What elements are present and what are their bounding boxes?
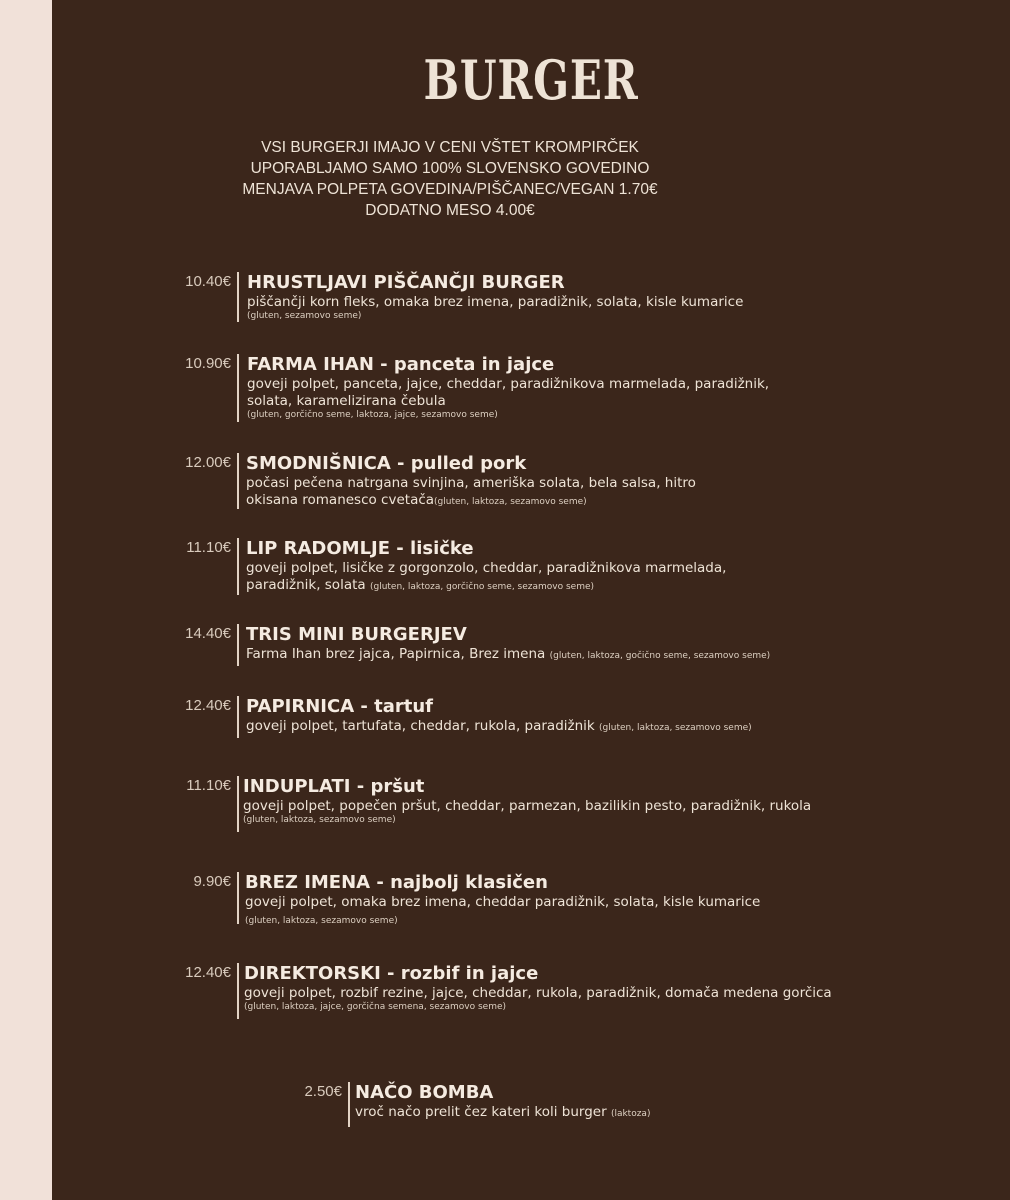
item-allergens: (gluten, laktoza, gočično seme, sezamovo seme) bbox=[549, 651, 771, 661]
item-text bbox=[247, 354, 807, 421]
item-description-block bbox=[246, 718, 866, 735]
item-divider bbox=[237, 696, 239, 738]
item-text bbox=[355, 1082, 775, 1121]
item-description: goveji polpet, panceta, jajce, cheddar, paradižnikova marmelada, paradižnik, solata, karamelizirana čebula bbox=[247, 376, 770, 409]
item-description-block bbox=[246, 475, 746, 509]
item-description: vroč načo prelit čez kateri koli burger bbox=[355, 1104, 607, 1120]
item-description: goveji polpet, lisičke z gorgonzolo, cheddar, paradižnikova marmelada, paradižnik, solata bbox=[246, 560, 727, 593]
item-text bbox=[244, 963, 884, 1013]
item-price: 12.00€ bbox=[185, 454, 231, 471]
item-text bbox=[246, 624, 866, 663]
note-line: MENJAVA POLPETA GOVEDINA/PIŠČANEC/VEGAN 1.70€ bbox=[242, 181, 658, 198]
item-allergens: (gluten, sezamovo seme) bbox=[247, 311, 362, 321]
note-line: UPORABLJAMO SAMO 100% SLOVENSKO GOVEDINO bbox=[250, 160, 650, 177]
item-name: DIREKTORSKI - rozbif in jajce bbox=[244, 963, 539, 984]
item-name: PAPIRNICA - tartuf bbox=[246, 696, 434, 717]
item-description-block bbox=[355, 1104, 775, 1121]
item-divider bbox=[237, 272, 239, 322]
item-description: počasi pečena natrgana svinjina, ameriška solata, bela salsa, hitro okisana romanesco cvetača bbox=[246, 475, 696, 508]
item-description-block bbox=[246, 646, 866, 663]
item-text bbox=[247, 272, 807, 322]
item-price: 12.40€ bbox=[185, 697, 231, 714]
menu-title: BURGER bbox=[423, 48, 639, 112]
item-description: Farma Ihan brez jajca, Papirnica, Brez imena bbox=[246, 646, 546, 662]
item-text bbox=[245, 872, 785, 928]
item-allergens: (gluten, laktoza, gorčično seme, sezamovo seme) bbox=[369, 582, 595, 592]
item-price: 10.40€ bbox=[185, 273, 231, 290]
item-allergens: (gluten, gorčično seme, laktoza, jajce, sezamovo seme) bbox=[247, 410, 498, 420]
item-description-block bbox=[246, 560, 791, 594]
item-description: goveji polpet, rozbif rezine, jajce, cheddar, rukola, paradižnik, domača medena gorčica bbox=[244, 985, 832, 1001]
item-text bbox=[246, 538, 791, 594]
item-divider bbox=[237, 624, 239, 666]
item-divider bbox=[237, 776, 239, 832]
item-price: 9.90€ bbox=[193, 873, 231, 890]
note-line: VSI BURGERJI IMAJO V CENI VŠTET KROMPIRČEK bbox=[261, 139, 639, 156]
item-description: goveji polpet, popečen pršut, cheddar, parmezan, bazilikin pesto, paradižnik, rukola bbox=[243, 798, 812, 814]
item-name: FARMA IHAN - panceta in jajce bbox=[247, 354, 555, 375]
item-name: INDUPLATI - pršut bbox=[243, 776, 425, 797]
item-allergens: (gluten, laktoza, sezamovo seme) bbox=[599, 723, 752, 733]
menu-notes bbox=[52, 137, 848, 221]
item-name: LIP RADOMLJE - lisičke bbox=[246, 538, 474, 559]
item-allergens: (gluten, laktoza, sezamovo seme) bbox=[243, 815, 396, 825]
item-divider bbox=[237, 963, 239, 1019]
item-price: 2.50€ bbox=[304, 1083, 342, 1100]
item-divider bbox=[237, 354, 239, 422]
item-name: SMODNIŠNICA - pulled pork bbox=[246, 453, 527, 474]
item-allergens: (laktoza) bbox=[610, 1109, 651, 1119]
item-divider bbox=[348, 1082, 350, 1127]
item-text bbox=[243, 776, 863, 826]
item-divider bbox=[237, 538, 239, 595]
item-allergens: (gluten, laktoza, sezamovo seme) bbox=[434, 497, 587, 507]
note-line: DODATNO MESO 4.00€ bbox=[365, 202, 535, 219]
item-name: NAČO BOMBA bbox=[355, 1082, 494, 1103]
item-name: BREZ IMENA - najbolj klasičen bbox=[245, 872, 548, 893]
item-description: goveji polpet, omaka brez imena, cheddar paradižnik, solata, kisle kumarice bbox=[245, 894, 761, 910]
item-allergens: (gluten, laktoza, sezamovo seme) bbox=[245, 916, 398, 926]
item-allergens: (gluten, laktoza, jajce, gorčična semena, sezamovo seme) bbox=[244, 1002, 507, 1012]
item-description: piščančji korn fleks, omaka brez imena, paradižnik, solata, kisle kumarice bbox=[247, 294, 744, 310]
item-divider bbox=[237, 453, 239, 509]
item-text bbox=[246, 453, 746, 509]
item-price: 14.40€ bbox=[185, 625, 231, 642]
item-name: TRIS MINI BURGERJEV bbox=[246, 624, 467, 645]
item-name: HRUSTLJAVI PIŠČANČJI BURGER bbox=[247, 272, 565, 293]
item-price: 11.10€ bbox=[186, 777, 231, 794]
item-price: 11.10€ bbox=[186, 539, 231, 556]
item-description: goveji polpet, tartufata, cheddar, rukola, paradižnik bbox=[246, 718, 595, 734]
item-price: 12.40€ bbox=[185, 964, 231, 981]
item-text bbox=[246, 696, 866, 735]
item-divider bbox=[237, 872, 239, 924]
item-price: 10.90€ bbox=[185, 355, 231, 372]
item-description-block bbox=[245, 894, 785, 928]
